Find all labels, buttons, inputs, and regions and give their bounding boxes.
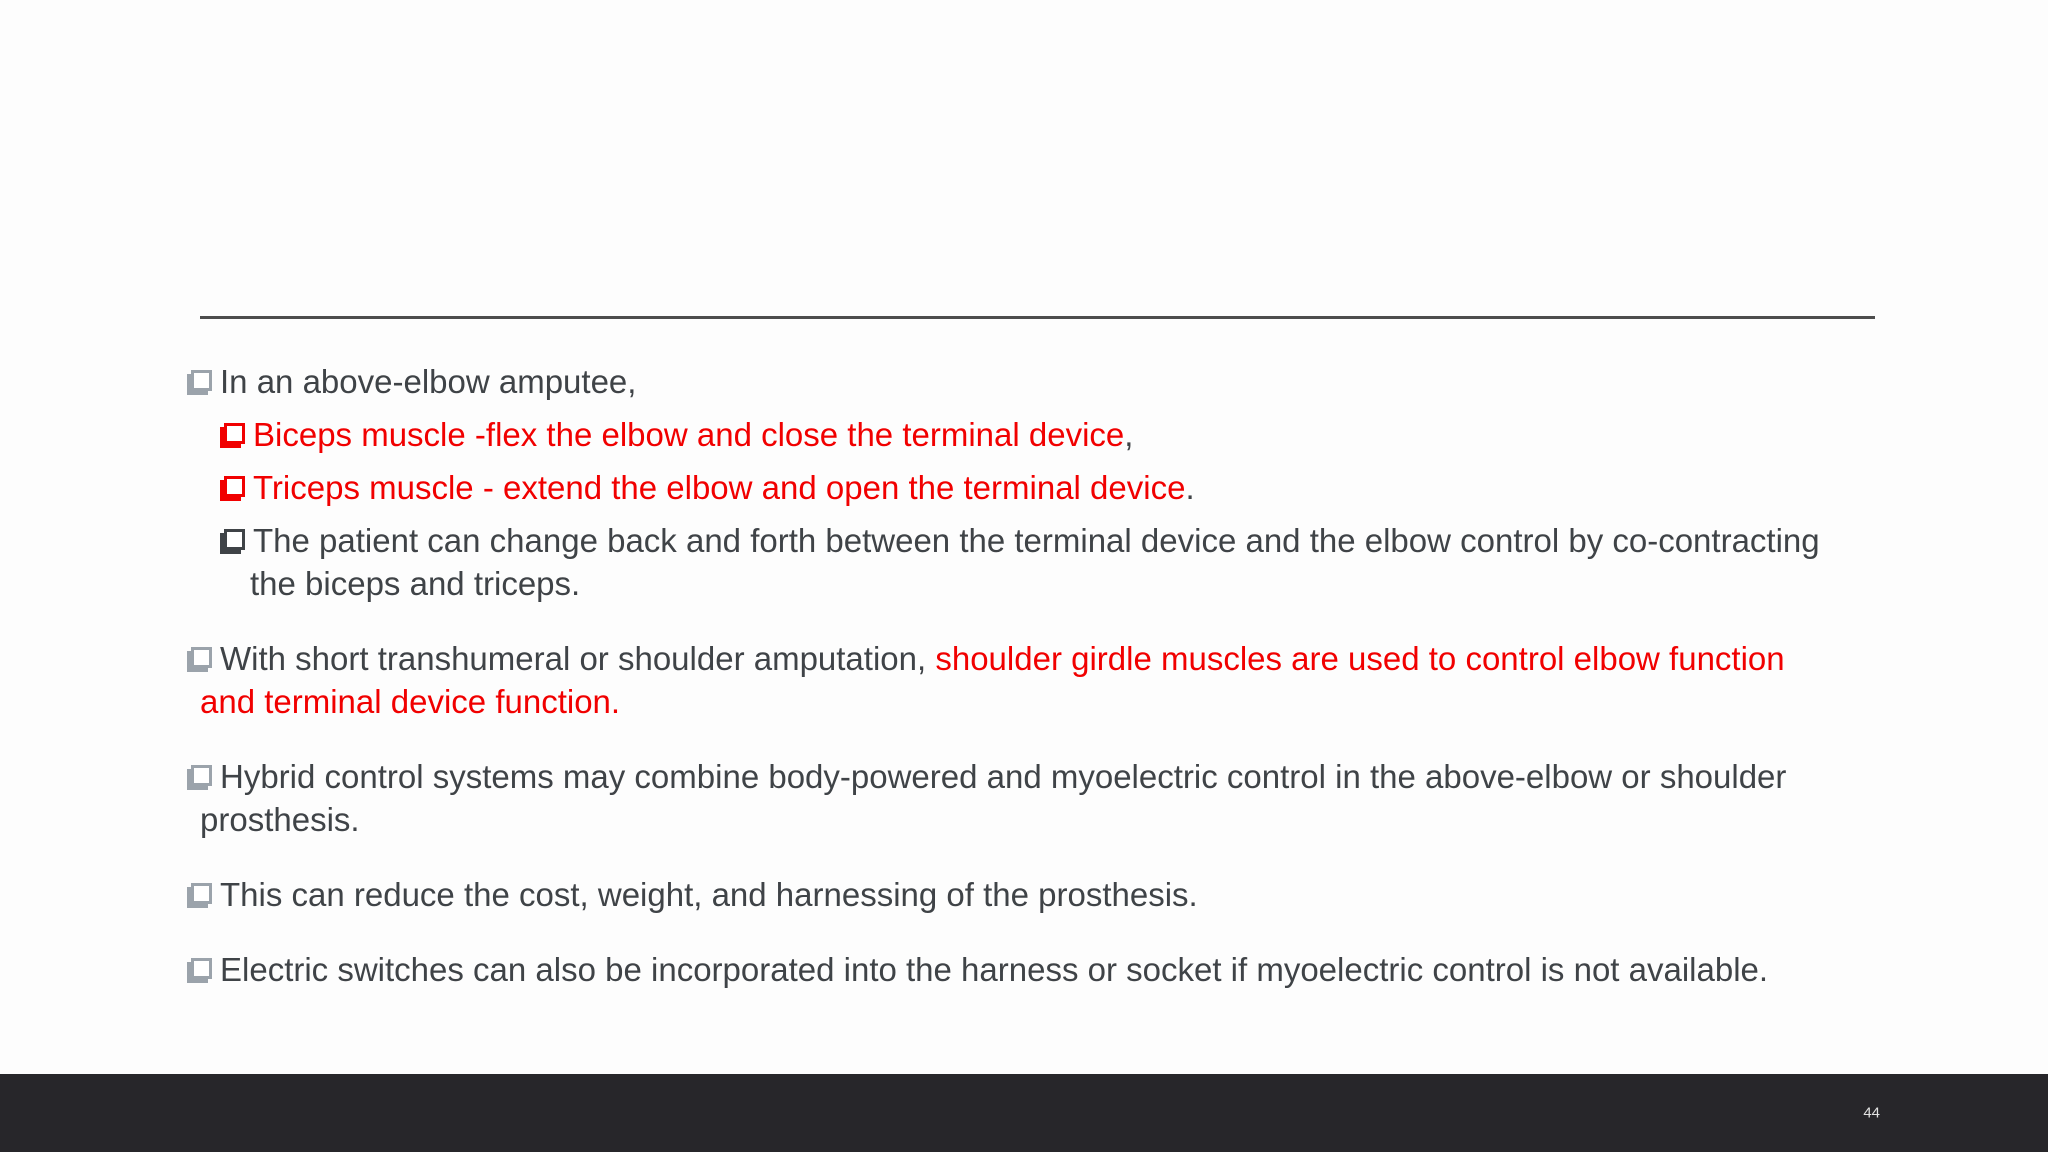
text-line — [187, 360, 1927, 403]
text-segment: Biceps muscle -flex the elbow and close the terminal device — [253, 416, 1125, 453]
square-bullet-icon — [191, 958, 212, 979]
text-segment: Triceps muscle - extend the elbow and open the terminal device — [253, 469, 1186, 506]
square-bullet-icon — [224, 476, 245, 497]
text-line — [220, 413, 1927, 456]
square-bullet-icon — [191, 765, 212, 786]
text-line — [187, 798, 1927, 841]
square-bullet-icon — [224, 529, 245, 550]
text-segment: , — [1124, 416, 1134, 453]
bullet-item — [187, 755, 1927, 841]
bullet-item — [187, 948, 1927, 991]
text-line — [220, 519, 1927, 562]
title-separator-line — [200, 316, 1875, 319]
text-segment: With short transhumeral or shoulder amputation, — [220, 640, 936, 677]
text-segment: the biceps and triceps. — [250, 565, 581, 602]
bullet-item — [220, 519, 1927, 605]
text-segment: . — [1185, 469, 1195, 506]
bullet-item — [187, 637, 1927, 723]
text-segment: and terminal device function. — [200, 683, 621, 720]
square-bullet-icon — [224, 423, 245, 444]
text-line — [187, 873, 1927, 916]
text-segment: The patient can change back and forth between the terminal device and the elbow control by co-contracting — [253, 522, 1820, 559]
text-segment: Hybrid control systems may combine body-powered and myoelectric control in the above-elbow or shoulder — [220, 758, 1787, 795]
bullet-item — [187, 873, 1927, 916]
bullet-item — [220, 413, 1927, 456]
text-segment: prosthesis. — [200, 801, 360, 838]
square-bullet-icon — [191, 647, 212, 668]
square-bullet-icon — [191, 883, 212, 904]
text-line — [187, 637, 1927, 680]
text-line — [220, 562, 1927, 605]
text-line — [187, 680, 1927, 723]
text-segment: In an above-elbow amputee, — [220, 363, 637, 400]
bullet-list — [187, 360, 1927, 991]
square-bullet-icon — [191, 370, 212, 391]
page-number: 44 — [1863, 1104, 1880, 1122]
text-segment: This can reduce the cost, weight, and harnessing of the prosthesis. — [220, 876, 1198, 913]
bullet-item — [220, 466, 1927, 509]
text-segment: Electric switches can also be incorporated into the harness or socket if myoelectric control is not available. — [220, 951, 1769, 988]
text-line — [187, 755, 1927, 798]
text-line — [187, 948, 1927, 991]
text-line — [220, 466, 1927, 509]
bullet-item — [187, 360, 1927, 403]
text-segment: shoulder girdle muscles are used to control elbow function — [935, 640, 1785, 677]
footer-bar — [0, 1074, 2048, 1152]
